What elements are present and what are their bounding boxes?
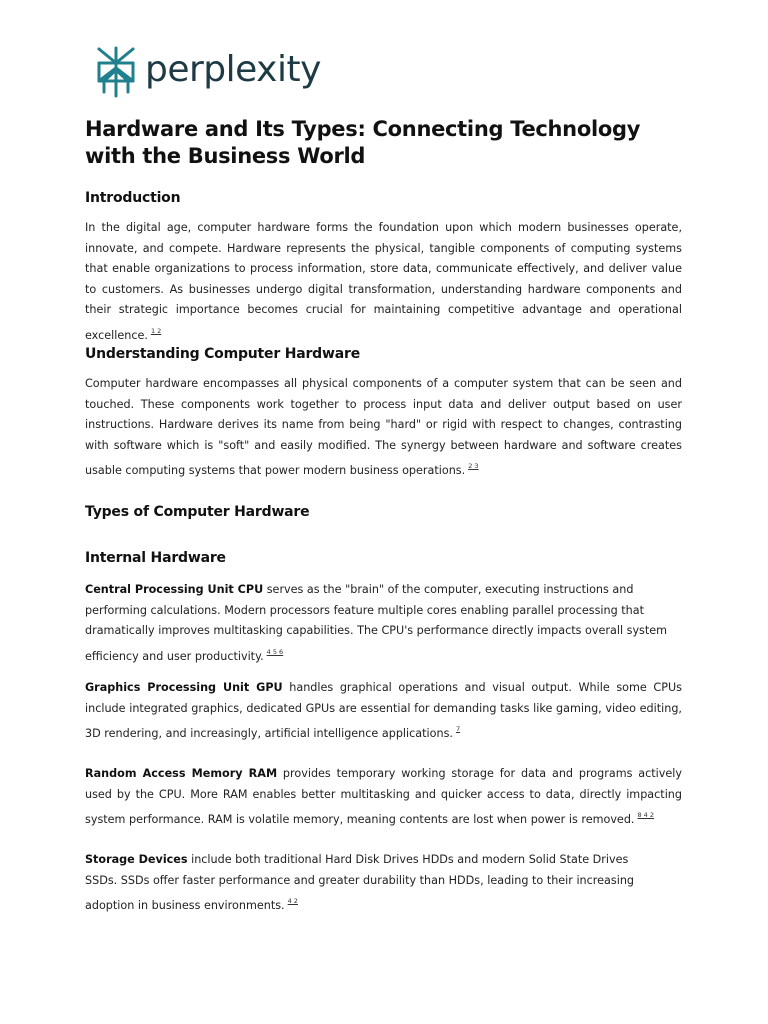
paragraph-introduction: In the digital age, computer hardware forms the foundation upon which modern businesses operate, innovate, and compete. Hardware represents the physical, tangible components of computing systems that enable organizations to process information, store data, communicate effectively, and deliver value to customers. As businesses undergo digital transformation, understanding hardware components and their strategic importance becomes crucial for maintaining competitive advantage and operational excellence. $^{1 2}$ <box>85 221 682 342</box>
heading-understanding-hardware: Understanding Computer Hardware <box>85 346 360 362</box>
paragraph-cpu: Central Processing Unit CPU serves as the "brain" of the computer, executing instructions and performing calculations. Modern processors feature multiple cores enabling parallel processing that dramatically improves multitasking capabilities. The CPU's performance directly impacts overall system efficiency and user productivity. $^{4 5 6}$ <box>85 583 668 663</box>
paragraph-gpu: Graphics Processing Unit GPU handles graphical operations and visual output. While some CPUs include integrated graphics, dedicated GPUs are essential for demanding tasks like gaming, video editing, 3D rendering, and increasingly, artificial intelligence applications. $^7$ <box>85 681 682 741</box>
term-storage: Storage Devices <box>85 853 188 866</box>
citation-link[interactable]: 8 4 2 <box>637 811 655 820</box>
document-title: Hardware and Its Types: Connecting Technology with the Business World <box>85 117 641 168</box>
citation-link[interactable]: 1 2 <box>150 326 162 335</box>
term-cpu: Central Processing Unit CPU <box>85 583 264 596</box>
citation-link[interactable]: 4 5 6 <box>266 647 284 656</box>
paragraph-ram: Random Access Memory RAM provides temporary working storage for data and programs actively used by the CPU. More RAM enables better multitasking and quicker access to data, directly impacting system performance. RAM is volatile memory, meaning contents are lost when power is removed. $^{8 4 2}$ <box>85 767 682 827</box>
heading-introduction: Introduction <box>85 190 181 206</box>
citation-link[interactable]: 4 2 <box>287 897 298 906</box>
paragraph-storage: Storage Devices include both traditional Hard Disk Drives HDDs and modern Solid State Drives SSDs. SSDs offer faster performance and greater durability than HDDs, leading to their increasing adoption in business environments. $^{4 2}$ <box>85 853 635 913</box>
heading-internal-hardware: Internal Hardware <box>85 550 226 566</box>
citation-link[interactable]: 7 <box>455 725 461 734</box>
brand-name: perplexity <box>145 48 321 90</box>
term-gpu: Graphics Processing Unit GPU <box>85 681 283 694</box>
brand-logo <box>95 46 321 98</box>
term-ram: Random Access Memory RAM <box>85 767 278 780</box>
citation-link[interactable]: 2 3 <box>468 462 479 471</box>
heading-types-of-hardware: Types of Computer Hardware <box>85 504 310 520</box>
paragraph-understanding-hardware: Computer hardware encompasses all physical components of a computer system that can be seen and touched. These components work together to process input data and deliver output based on user instructions. Hardware derives its name from being "hard" or rigid with respect to changes, contrasting with software which is "soft" and easily modified. The synergy between hardware and software creates usable computing systems that power modern business operations. $^{2 3}$ <box>85 377 682 478</box>
perplexity-logo-icon <box>95 46 137 98</box>
